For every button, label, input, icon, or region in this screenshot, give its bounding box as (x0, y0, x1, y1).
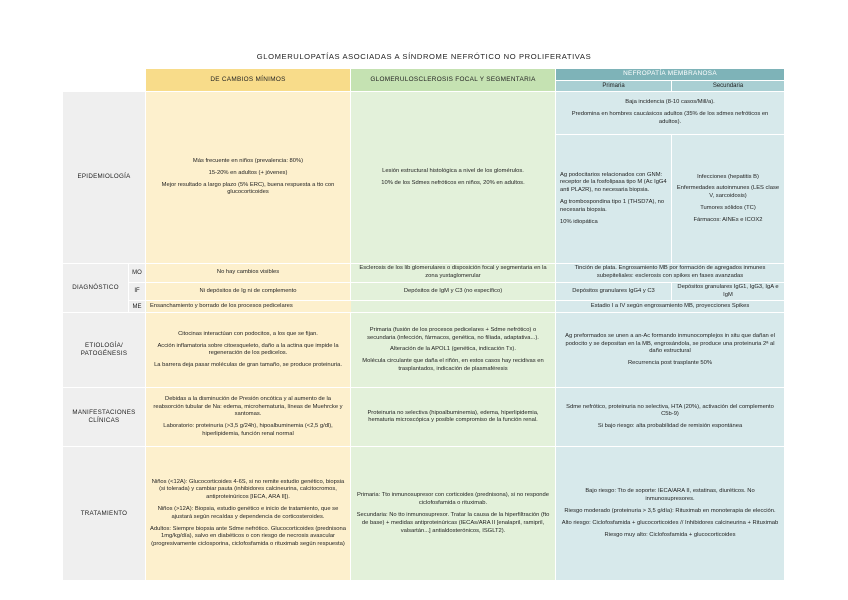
tx-membranous: Bajo riesgo: Tto de soporte: IECA/ARA II, estatinas, diuréticos. No inmunosupresores. Riesgo moderado (proteinuria > 3,5 g/día): Rituximab en monoterapia de elección. Alto riesgo: Ciclofosfamida + glucocorticoides // Inhibidores calcineurina + Rituximab Riesgo muy alto: Ciclofosfamida + glucocorticoides (556, 447, 785, 581)
man-membranous: Sdme nefrótico, proteinuria no selectiva, HTA (20%), activación del complemento C5b-9) Si bajo riesgo: alta probabilidad de remisión espontánea (556, 388, 785, 447)
row-label-treatment: TRATAMIENTO (63, 447, 146, 581)
dx-if-fsgs: Depósitos de IgM y C3 (no específico) (351, 282, 556, 301)
dx-me-shared: Ensanchamiento y borrado de los procesos pedicelares (146, 301, 556, 313)
row-label-diagnosis: DIAGNÓSTICO (63, 264, 129, 313)
header-primary: Primaria (556, 81, 672, 92)
header-fsgs: GLOMERULOSCLEROSIS FOCAL Y SEGMENTARIA (351, 69, 556, 92)
tx-fsgs: Primaria: Tto inmunosupresor con corticoides (prednisona), si no responde ciclofosfamida o rituximab. Secundaria: No tto inmunosupresor. Tratar la causa de la hiperfiltración (fto de base) + medidas antiproteinúricas (IECAs/ARA II [enalapril, ramipril, valsartán...] antialdosterónicos, ISGLT2). (351, 447, 556, 581)
dx-if-minimal-change: Ni depósitos de Ig ni de complemento (146, 282, 351, 301)
tx-minimal-change: Niños (<12A): Glucocorticoides 4-6S, si no remite estudio genético, biopsia (si tolerada) y cambiar pauta (inhibidores calcineurina, calcitocromos, antiproteinúricos [IECA, ARA II]). Niños (>12A): Biopsia, estudio genético e inicio de tratamiento, que se ajustará según recaídas y dependencia de corticosteroides. Adultos: Siempre biopsia ante Sdme nefrótico. Glucocorticoides (prednisona 1mg/kg/día), salvo en diabéticos o con riesgo de necrosis avascular (progresivamente ciclosporina, ciclofosfamida o rituximab según respuesta) (146, 447, 351, 581)
comparison-table (62, 68, 785, 581)
dx-mo-minimal-change: No hay cambios visibles (146, 264, 351, 283)
dx-if-membranous-primary: Depósitos granulares IgG4 y C3 (556, 282, 672, 301)
row-label-etiology: ETIOLOGÍA/ PATOGÉNESIS (63, 313, 146, 388)
sub-label-mo: MO (129, 264, 146, 283)
epi-membranous-primary: Ag podocitarios relacionados con GNM: receptor de la fosfolipasa tipo M (Ac IgG4 anti PLA2R), no necesaria biopsia. Ag trombospondina tipo 1 (THSD7A), no necesaria biopsia. 10% idiopática (556, 135, 672, 264)
epi-membranous-secondary: Infecciones (hepatitis B) Enfermedades autoinmunes (LES clase V, sarcoidosis) Tumores sólidos (TC) Fármacos: AINEs e ICOX2 (672, 135, 785, 264)
header-minimal-change: DE CAMBIOS MÍNIMOS (146, 69, 351, 92)
corner-cell (63, 69, 146, 92)
man-fsgs: Proteinuria no selectiva (hipoalbuminemia), edema, hiperlipidemia, hematuria microscópica y posible compromiso de la función renal. (351, 388, 556, 447)
sub-label-if: IF (129, 282, 146, 301)
epi-fsgs: Lesión estructural histológica a nivel de los glomérulos. 10% de los Sdmes nefróticos en niños, 20% en adultos. (351, 92, 556, 264)
dx-mo-fsgs: Esclerosis de los lib glomerulares o disposición focal y segmentaria en la zona yuxtaglomerular (351, 264, 556, 283)
epi-minimal-change: Más frecuente en niños (prevalencia: 80%) 15-20% en adultos (+ jóvenes) Mejor resultado a largo plazo (5% ERC), buena respuesta a tto con glucocorticoides (146, 92, 351, 264)
sub-label-me: ME (129, 301, 146, 313)
eti-fsgs: Primaria (fusión de los procesos pedicelares + Sdme nefrótico) o secundaria (infección, fármacos, genética, no filiada, adaptativa...). Alteración de la APOL1 (genética, indicación Tx). Molécula circulante que daña el riñón, en estos casos hay recidivas en trasplantados, indicación de plasmaféresis (351, 313, 556, 388)
row-label-epidemiology: EPIDEMIOLOGÍA (63, 92, 146, 264)
header-secondary: Secundaria (672, 81, 785, 92)
eti-membranous: Ag preformados se unen a an-Ac formando inmunocomplejos in situ que dañan el podocito y se depositan en la MB, engrosándola, se produce una proteinuria 2ª al daño estructural Recurrencia post trasplante 50% (556, 313, 785, 388)
dx-if-membranous-secondary: Depósitos granulares IgG1, IgG3, IgA e IgM (672, 282, 785, 301)
epi-membranous-shared: Baja incidencia (8-10 casos/Mill/a). Predomina en hombres caucásicos adultos (35% de los sdmes nefróticos en adultos). (556, 92, 785, 135)
eti-minimal-change: Citocinas interactúan con podocitos, a los que se fijan. Acción inflamatoria sobre citoesqueleto, daño a la actina que impide la regeneración de los pedicelos. La barrera deja pasar moléculas de gran tamaño, se produce proteinuria. (146, 313, 351, 388)
man-minimal-change: Debidas a la disminución de Presión oncótica y al aumento de la reabsorción tubular de Na: edema, microhematuria, líneas de Muehrcke y xantomas. Laboratorio: proteinuria (>3,5 g/24h), hipoalbuminemia (<2,5 g/dl), hiperlipidemia, función renal normal (146, 388, 351, 447)
dx-mo-membranous: Tinción de plata. Engrosamiento MB por formación de agregados inmunes subepiteliales: esclerosis con spikes en fases avanzadas (556, 264, 785, 283)
row-label-manifestations: MANIFESTACIONES CLÍNICAS (63, 388, 146, 447)
dx-me-membranous: Estadio I a IV según engrosamiento MB, proyecciones Spikes (556, 301, 785, 313)
page-title: GLOMERULOPATÍAS ASOCIADAS A SÍNDROME NEFRÓTICO NO PROLIFERATIVAS (256, 52, 592, 61)
header-membranous: NEFROPATÍA MEMBRANOSA (556, 69, 785, 81)
